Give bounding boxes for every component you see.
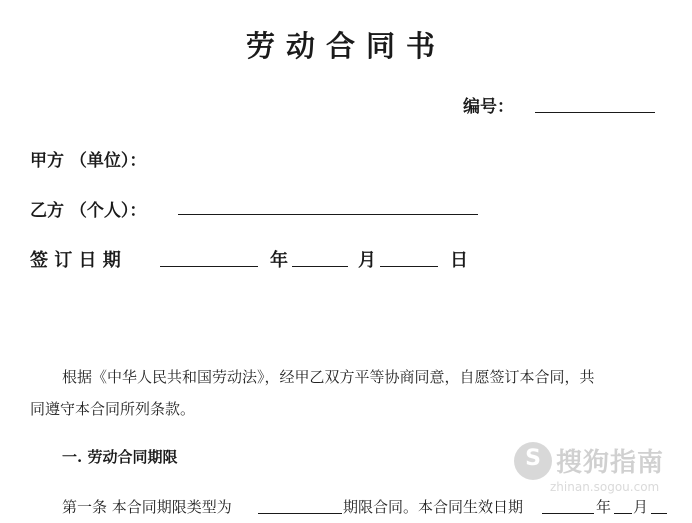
watermark-url: zhinan.sogou.com xyxy=(550,480,660,494)
sign-date-month-label: 月 xyxy=(358,250,376,271)
party-a-label: 甲方 （单位）： xyxy=(30,151,147,171)
party-b-blank xyxy=(178,214,478,215)
article-1-year-blank xyxy=(542,513,594,514)
article-1-month-blank xyxy=(614,513,632,514)
watermark xyxy=(510,440,690,500)
serial-number-label: 编号： xyxy=(463,97,514,117)
sign-date-month-blank xyxy=(292,266,348,267)
document-title: 劳动合同书 xyxy=(245,29,446,63)
sign-date-year-blank xyxy=(160,266,258,267)
article-1-prefix: 第一条 本合同期限类型为 xyxy=(62,498,232,516)
preamble-line-2: 同遵守本合同所列条款。 xyxy=(30,400,196,418)
sogou-logo-icon xyxy=(514,442,552,480)
watermark-text: 搜狗指南 xyxy=(556,448,665,478)
sign-date-year-label: 年 xyxy=(270,250,288,271)
article-1-year-label: 年 xyxy=(596,498,612,516)
sign-date-day-blank xyxy=(380,266,438,267)
serial-number-blank xyxy=(535,112,655,113)
section-1-title: 一. 劳动合同期限 xyxy=(62,448,178,466)
sign-date-label: 签 订 日 期 xyxy=(30,250,121,271)
sign-date-day-label: 日 xyxy=(450,250,468,271)
article-1-month-label: 月 xyxy=(633,498,649,516)
article-1-day-blank xyxy=(651,513,667,514)
preamble-line-1: 根据《中华人民共和国劳动法》，经甲乙双方平等协商同意，自愿签订本合同，共 xyxy=(62,368,595,386)
article-1-mid: 期限合同。本合同生效日期 xyxy=(343,498,524,516)
party-b-label: 乙方 （个人）： xyxy=(30,201,147,221)
article-1-type-blank xyxy=(258,513,342,514)
